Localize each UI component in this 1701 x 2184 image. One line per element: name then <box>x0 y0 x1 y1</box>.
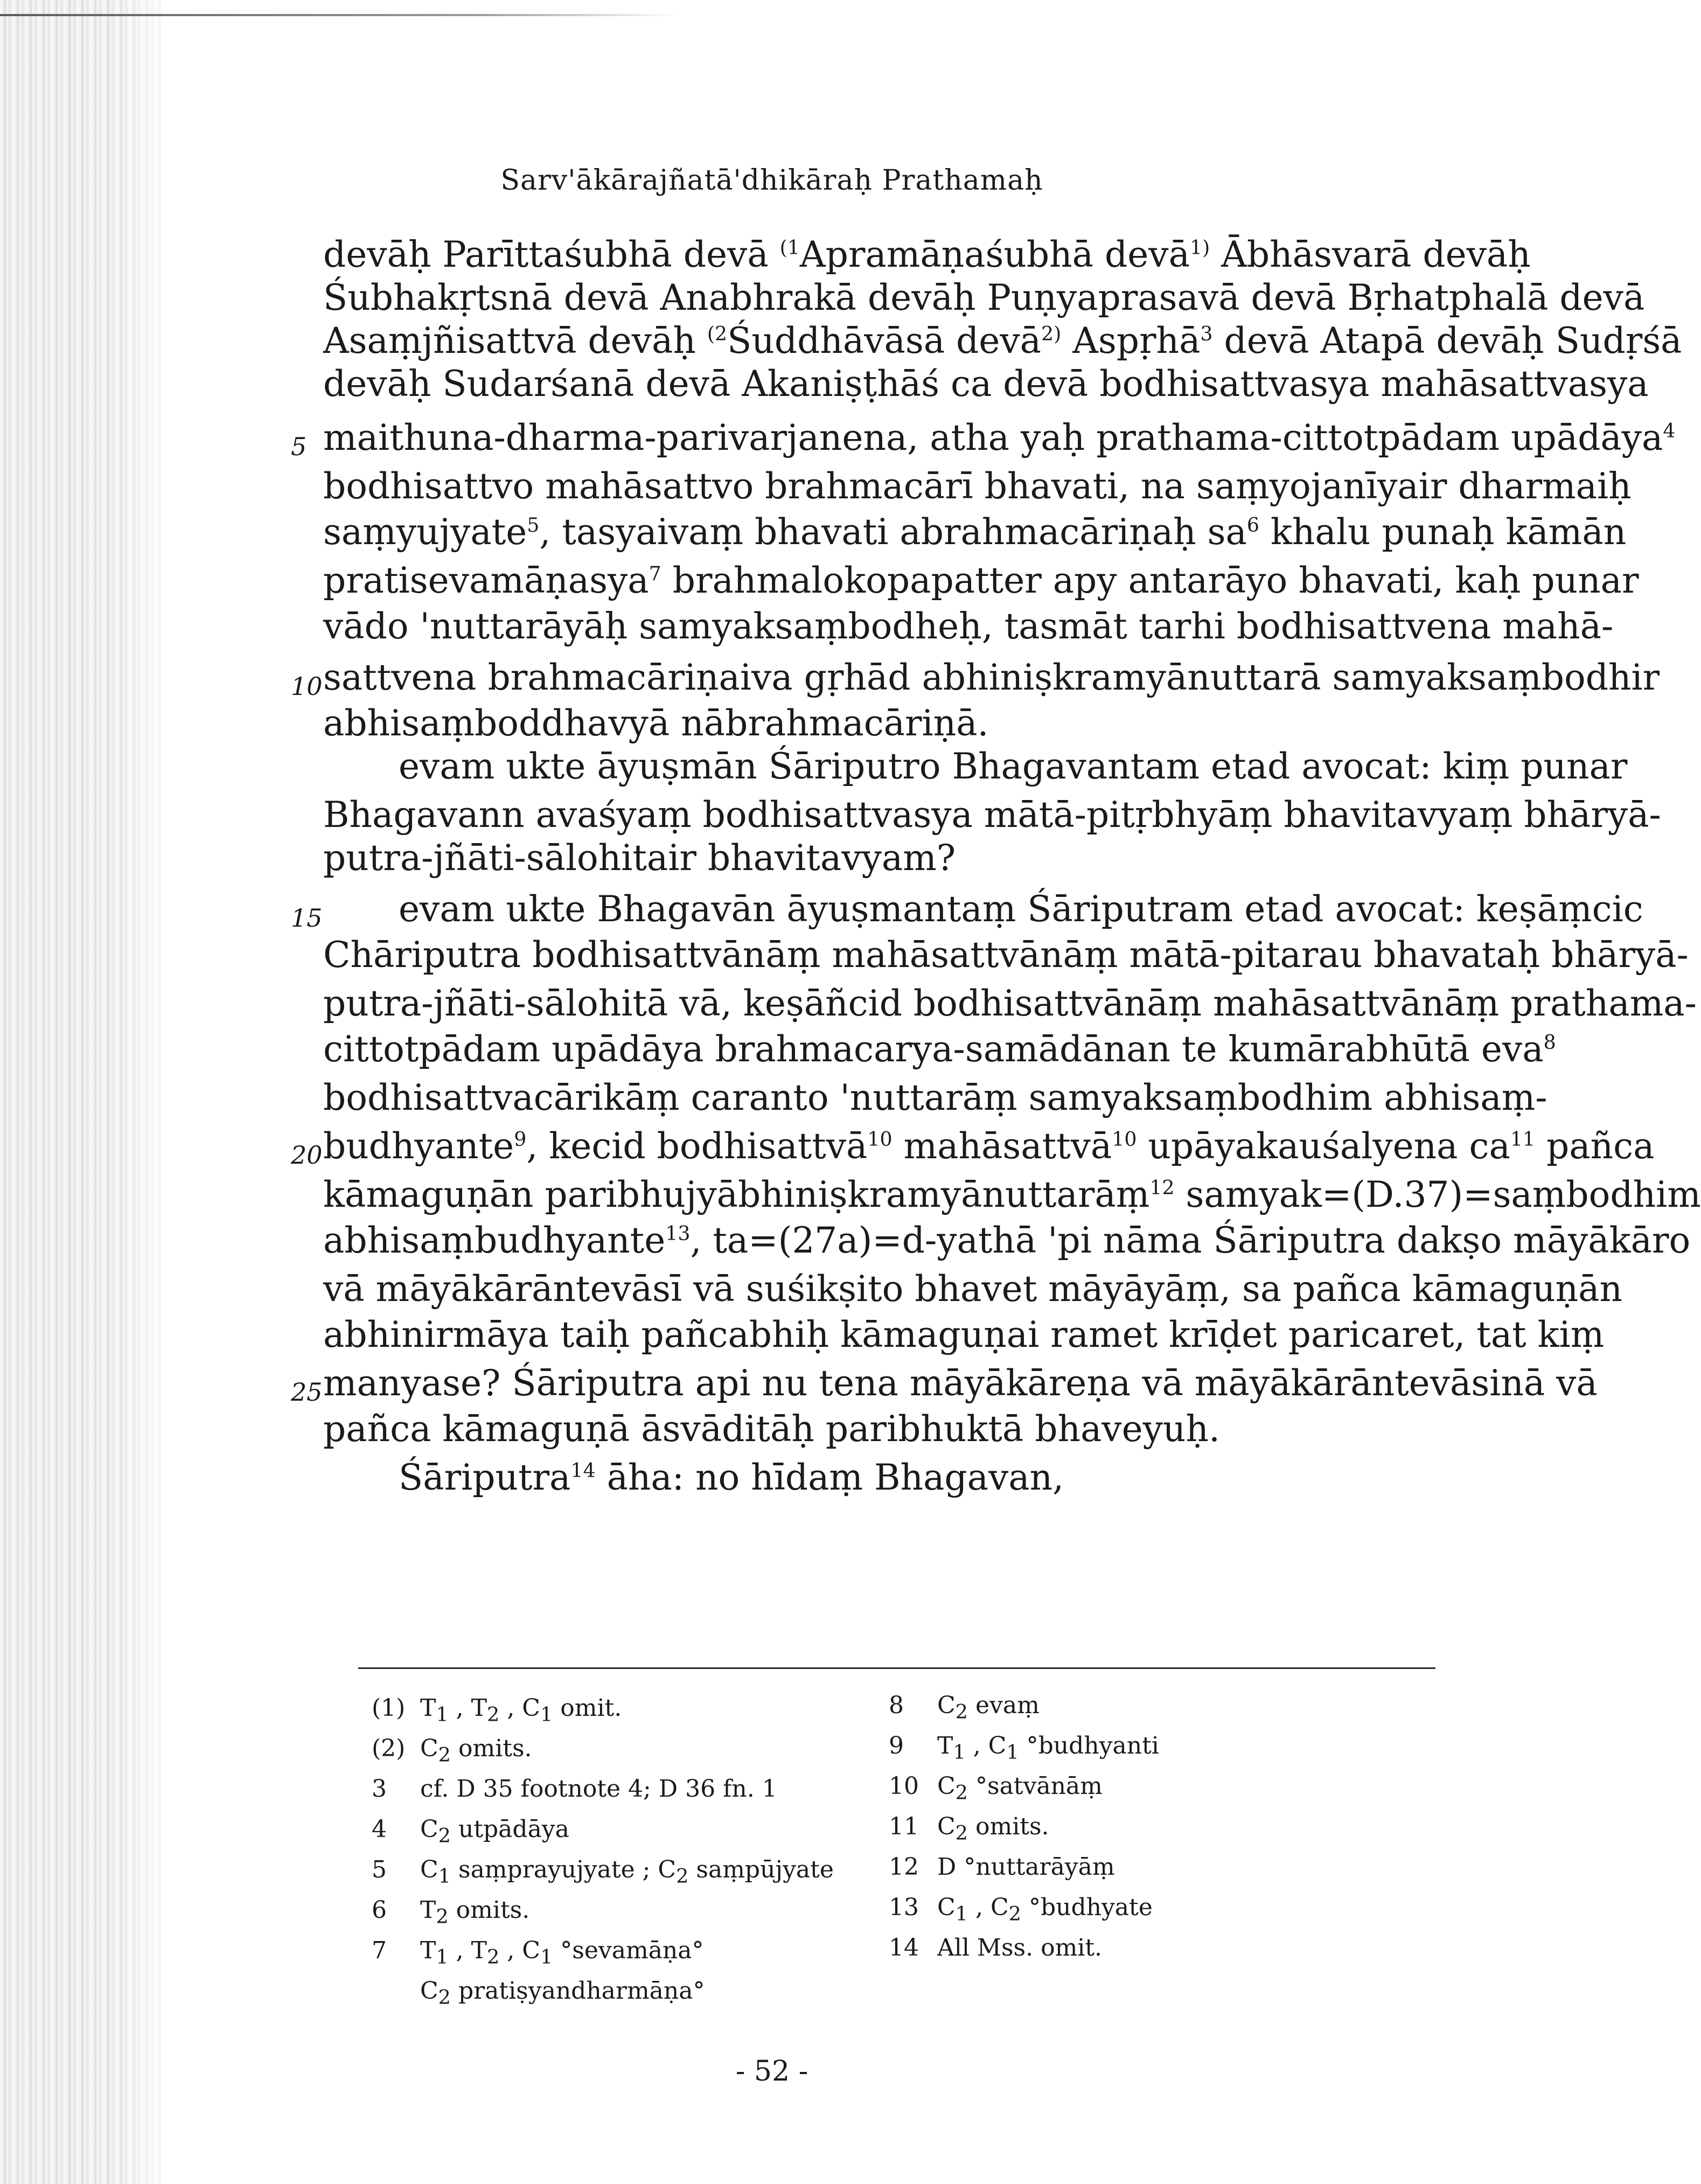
footnote-number: 5 <box>372 1856 387 1883</box>
line-number: 20 <box>291 1140 323 1170</box>
line-number: 15 <box>291 903 323 933</box>
footnote-text: All Mss. omit. <box>937 1934 1103 1962</box>
text-line: budhyante$^9$, kecid bodhisattvā$^{10}$ mahāsattvā$^{10}$ upāyakauśalyena $ca^{11}$ pañca <box>323 1125 1655 1167</box>
footnote <box>889 1894 1153 1925</box>
text-line: sattvena brahmacāriṇaiva gṛhād abhiniṣkramyānuttarā samyaksaṃbodhir <box>323 657 1660 698</box>
running-head: Sarv'ākārajñatā'dhikāraḥ Prathamaḥ <box>500 164 1043 197</box>
footnote-text: $T_2$ omits. <box>420 1896 530 1928</box>
line-number: 5 <box>291 432 307 461</box>
text-line: abhinirmāya taiḥ pañcabhiḥ kāmaguṇai ramet krīḍet paricaret, tat kiṃ <box>323 1314 1605 1355</box>
footnote-text: $C_2$ utpādāya <box>420 1816 569 1847</box>
footnote-text: $T_1$ , $T_2$ , $C_1$ omit. <box>420 1694 622 1726</box>
footnote-rule <box>358 1667 1435 1669</box>
text-line: saṃyujyate$^5$, tasyaivaṃ bhavati abrahmacāriṇaḥ $sa^6$ khalu punaḥ kāmān <box>323 511 1627 553</box>
footnote-number: 9 <box>889 1732 904 1759</box>
footnote-text: $C_2$ omits. <box>937 1813 1049 1845</box>
text-line: evam ukte āyuṣmān Śāriputro Bhagavantam etad avocat: kiṃ punar <box>399 746 1628 787</box>
footnote-number: (2) <box>372 1735 406 1762</box>
text-line: Śubhakṛtsnā devā Anabhrakā devāḥ Puṇyaprasavā devā Bṛhatphalā devā <box>323 277 1645 318</box>
text-line: Chāriputra bodhisattvānāṃ mahāsattvānāṃ mātā-pitarau bhavataḥ bhāryā- <box>323 934 1689 976</box>
text-line: vā māyākārāntevāsī vā suśikṣito bhavet māyāyāṃ, sa pañca kāmaguṇān <box>323 1268 1622 1310</box>
text-line: abhisaṃbudhyante$^{13}$, ta=(27a)=d-yathā 'pi nāma Śāriputra dakṣo māyākāro <box>323 1220 1691 1261</box>
footnote-text: $T_1$ , $C_1$ °budhyanti <box>937 1732 1159 1764</box>
text-line: maithuna-dharma-parivarjanena, atha yaḥ prathama-cittotpādam upādāya$^4$ <box>323 417 1676 458</box>
footnote-text: $C_2$ evaṃ <box>937 1692 1040 1723</box>
footnote <box>372 1775 777 1803</box>
text-line: pratisevamāṇasya$^7$ brahmalokopapatter apy antarāyo bhavati, kaḥ punar <box>323 560 1639 601</box>
footnote-number: 10 <box>889 1772 919 1800</box>
footnote-number: 12 <box>889 1853 919 1881</box>
footnote-text: $C_1$ saṃprayujyate ; $C_2$ saṃpūjyate <box>420 1856 834 1888</box>
footnote <box>889 1934 1102 1962</box>
text-line: bodhisattvo mahāsattvo brahmacārī bhavati, na saṃyojanīyair dharmaiḥ <box>323 465 1632 507</box>
line-number: 25 <box>291 1378 323 1407</box>
footnote-text: $C_1$ , $C_2$ °budhyate <box>937 1894 1153 1925</box>
footnote-text: $C_2$ omits. <box>420 1735 532 1766</box>
footnote-number: (1) <box>372 1694 406 1722</box>
text-line: manyase? Śāriputra api nu tena māyākāreṇa vā māyākārāntevāsinā vā <box>323 1362 1598 1404</box>
text-line: devāḥ Parīttaśubhā devā $^{(1}$Apramāṇaśubhā devā$^{1)}$ Ābhāsvarā devāḥ <box>323 234 1531 275</box>
text-line: Asaṃjñisattvā devāḥ $^{(2}$Śuddhāvāsā devā$^{2)}$ Aspṛhā$^3$ devā Atapā devāḥ Sudṛśā <box>323 320 1682 361</box>
text-line: putra-jñāti-sālohitair bhavitavyam? <box>323 837 956 879</box>
text-line: bodhisattvacārikāṃ caranto 'nuttarāṃ samyaksaṃbodhim abhisaṃ- <box>323 1077 1547 1118</box>
text-line: kāmaguṇān paribhujyābhiniṣkramyānuttarāṃ$^{12}$ samyak=(D.37)=saṃbodhim <box>323 1174 1701 1215</box>
footnote <box>889 1813 1049 1845</box>
line-number: 10 <box>291 672 323 701</box>
footnote <box>372 1694 622 1726</box>
text-line: devāḥ Sudarśanā devā Akaniṣṭhāś ca devā bodhisattvasya mahāsattvasya <box>323 363 1649 405</box>
footnote-number: 11 <box>889 1813 919 1840</box>
text-line: abhisaṃboddhavyā nābrahmacāriṇā. <box>323 703 989 744</box>
footnote <box>372 1735 532 1766</box>
scan-binding-fade <box>108 0 183 2184</box>
footnote <box>889 1732 1159 1764</box>
text-line: putra-jñāti-sālohitā vā, keṣāñcid bodhisattvānāṃ mahāsattvānāṃ prathama- <box>323 983 1697 1024</box>
text-line: vādo 'nuttarāyāḥ samyaksaṃbodheḥ, tasmāt tarhi bodhisattvena mahā- <box>323 606 1614 647</box>
text-line: cittotpādam upādāya brahmacarya-samādānan te kumārabhūtā eva$^8$ <box>323 1028 1556 1070</box>
footnote-number: 6 <box>372 1896 387 1924</box>
footnote-text: $T_1$ , $T_2$ , $C_1$ °sevamāṇa° <box>420 1937 704 1969</box>
footnote <box>889 1692 1040 1723</box>
text-line: evam ukte Bhagavān āyuṣmantaṃ Śāriputram etad avocat: keṣāṃcic <box>399 888 1643 930</box>
footnote <box>889 1853 1115 1881</box>
footnote <box>372 1977 705 2009</box>
footnote-number: 3 <box>372 1775 387 1803</box>
text-line: Bhagavann avaśyaṃ bodhisattvasya mātā-pitṛbhyāṃ bhavitavyaṃ bhāryā- <box>323 794 1661 836</box>
footnote-text: $C_2$ °satvānāṃ <box>937 1772 1103 1804</box>
footnote-number: 4 <box>372 1816 387 1843</box>
footnote-number: 14 <box>889 1934 919 1962</box>
footnote-number: 8 <box>889 1692 904 1719</box>
scan-top-edge <box>0 14 679 16</box>
text-line: Śāriputra$^{14}$ āha: no hīdaṃ Bhagavan, <box>399 1457 1064 1498</box>
footnote <box>372 1937 704 1969</box>
footnote-number: 13 <box>889 1894 919 1921</box>
footnote <box>372 1816 569 1847</box>
text-line: pañca kāmaguṇā āsvāditāḥ paribhuktā bhaveyuḥ. <box>323 1408 1220 1450</box>
footnote-text: $C_2$ pratiṣyandharmāṇa° <box>420 1977 705 2009</box>
footnote <box>372 1856 834 1888</box>
footnote <box>889 1772 1103 1804</box>
footnote-text: D °nuttarāyāṃ <box>937 1853 1115 1881</box>
footnote <box>372 1896 529 1928</box>
footnote-text: cf. D 35 footnote 4; D 36 fn. 1 <box>420 1775 777 1803</box>
footnote-number: 7 <box>372 1937 387 1964</box>
page-number: - 52 - <box>735 2055 808 2088</box>
